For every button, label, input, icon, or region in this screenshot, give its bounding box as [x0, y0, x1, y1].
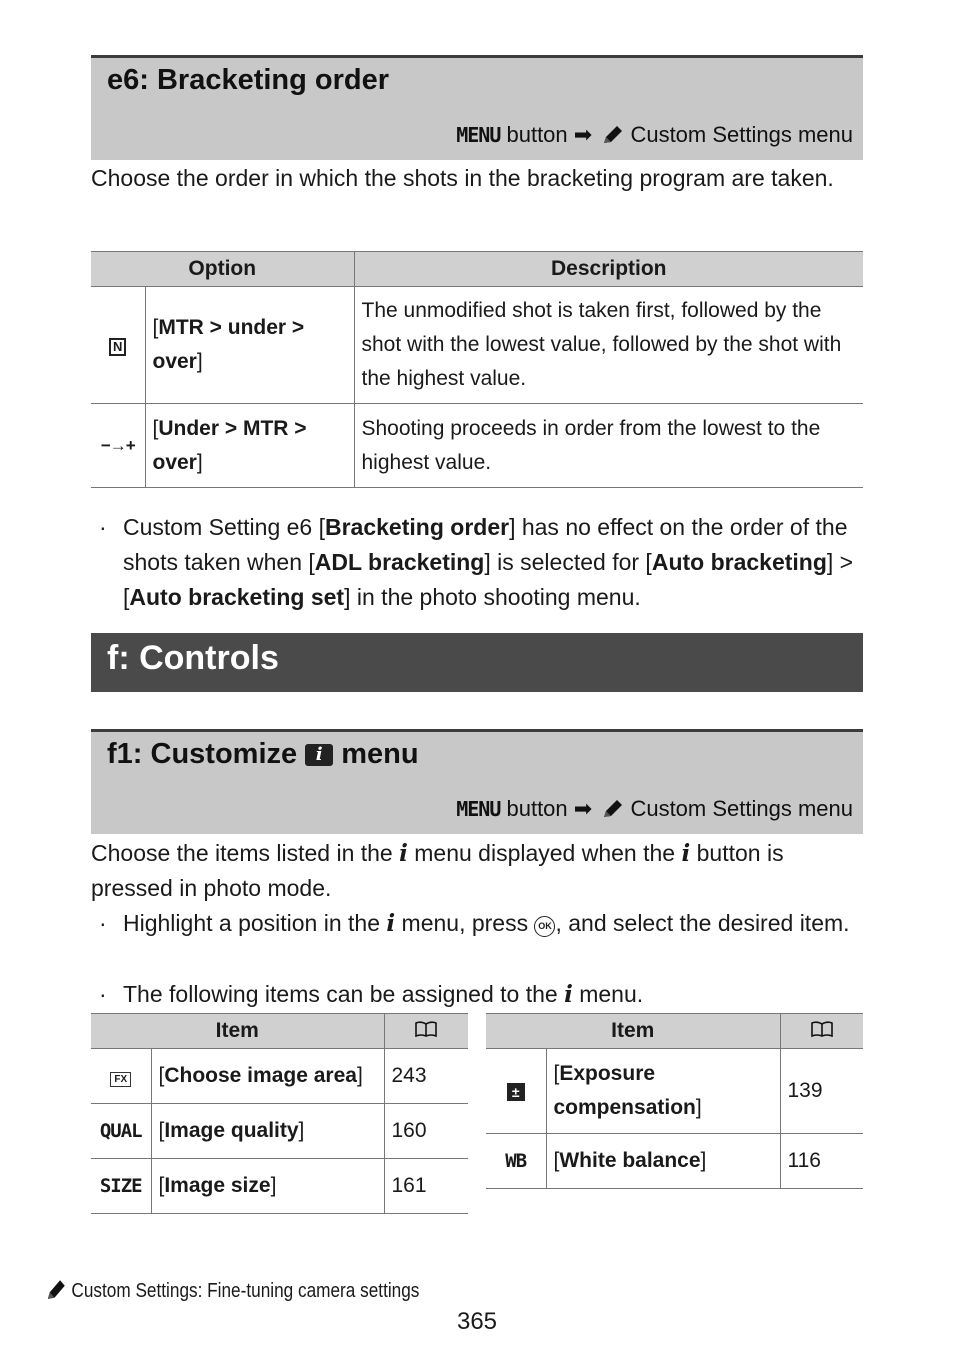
table-header-row	[91, 1014, 468, 1049]
image-quality-icon: QUAL	[99, 1120, 142, 1142]
item-cell: [Exposure compensation]	[546, 1049, 780, 1134]
menu-button-text: button	[500, 796, 574, 821]
under-first-icon: −→+	[100, 436, 135, 455]
mtr-first-icon: N	[109, 338, 126, 356]
table-row	[91, 1104, 468, 1159]
item-cell: [Choose image area]	[151, 1049, 384, 1104]
image-size-icon: SIZE	[99, 1175, 142, 1197]
table-row	[486, 1134, 863, 1189]
table-row	[91, 1159, 468, 1214]
table-header-row	[486, 1014, 863, 1049]
table-header-row	[91, 252, 863, 287]
header-item: Item	[486, 1014, 780, 1049]
table-row	[486, 1049, 863, 1134]
item-cell: [Image size]	[151, 1159, 384, 1214]
f1-bullet-2: · The following items can be assigned to the i menu.	[91, 977, 863, 1012]
pencil-icon	[602, 124, 624, 144]
f1-title: f1: Customize i menu	[107, 738, 419, 770]
pencil-icon	[602, 798, 624, 818]
e6-intro: Choose the order in which the shots in the bracketing program are taken.	[91, 165, 834, 191]
i-menu-icon: i	[386, 910, 396, 937]
exposure-compensation-icon: ±	[507, 1083, 525, 1101]
header-page	[780, 1014, 863, 1049]
page-cell: 243	[384, 1049, 468, 1104]
i-button-icon: i	[305, 744, 333, 766]
description-cell: The unmodified shot is taken first, followed by the shot with the lowest value, followed by the shot with the highest value.	[354, 287, 863, 404]
page-cell: 139	[780, 1049, 863, 1134]
image-area-icon: FX	[110, 1072, 131, 1087]
arrow-right-icon: ➡	[573, 796, 593, 821]
white-balance-icon: WB	[505, 1150, 527, 1172]
page-number: 365	[456, 1308, 498, 1335]
page-cell: 116	[780, 1134, 863, 1189]
f-controls-banner	[91, 633, 863, 692]
f1-menu-path	[456, 796, 853, 822]
header-item: Item	[91, 1014, 384, 1049]
f1-items-table-left	[91, 1013, 468, 1214]
description-cell: Shooting proceeds in order from the lowest to the highest value.	[354, 404, 863, 488]
header-option: Option	[91, 252, 354, 287]
table-row	[91, 287, 863, 404]
table-row	[91, 1049, 468, 1104]
book-icon	[415, 1021, 437, 1037]
item-cell: [White balance]	[546, 1134, 780, 1189]
menu-button-text: button	[500, 122, 574, 147]
i-menu-icon: i	[564, 981, 573, 1008]
f-title: f: Controls	[107, 639, 279, 677]
menu-button-label: MENU	[456, 797, 501, 821]
menu-button-label: MENU	[456, 123, 501, 147]
bullet-dot: ·	[99, 910, 107, 936]
f1-section-header	[91, 729, 863, 834]
f1-intro: Choose the items listed in the i menu displayed when the i button is pressed in photo mode.	[91, 840, 784, 901]
header-description: Description	[354, 252, 863, 287]
f1-bullet-1: · Highlight a position in the i menu, press OK , and select the desired item.	[91, 906, 863, 976]
e6-note: · Custom Setting e6 [Bracketing order] has no effect on the order of the shots taken when [ADL bracketing] is selected for [Auto bracketing] > [Auto bracketing set] in the photo shooting menu.	[91, 510, 863, 620]
page-cell: 161	[384, 1159, 468, 1214]
f1-items-table-right	[486, 1013, 863, 1189]
option-cell: [MTR > under > over]	[145, 287, 354, 404]
e6-title: e6: Bracketing order	[107, 64, 390, 96]
book-icon	[811, 1021, 833, 1037]
i-menu-icon: i	[399, 840, 408, 867]
bullet-dot: ·	[99, 981, 107, 1007]
option-cell: [Under > MTR > over]	[145, 404, 354, 488]
e6-menu-path	[456, 122, 853, 148]
footer-text: Custom Settings: Fine-tuning camera settings	[71, 1280, 420, 1302]
e6-options-table	[91, 251, 863, 488]
header-page	[384, 1014, 468, 1049]
bullet-dot: ·	[99, 514, 107, 540]
page-cell: 160	[384, 1104, 468, 1159]
e6-section-header	[91, 55, 863, 160]
i-menu-icon: i	[681, 840, 691, 867]
footer-chapter	[46, 1278, 419, 1303]
arrow-right-icon: ➡	[573, 122, 593, 147]
table-row	[91, 404, 863, 488]
menu-destination: Custom Settings menu	[624, 796, 853, 821]
ok-button-icon: OK	[534, 916, 555, 937]
item-cell: [Image quality]	[151, 1104, 384, 1159]
menu-destination: Custom Settings menu	[624, 122, 853, 147]
pencil-icon	[46, 1278, 67, 1300]
